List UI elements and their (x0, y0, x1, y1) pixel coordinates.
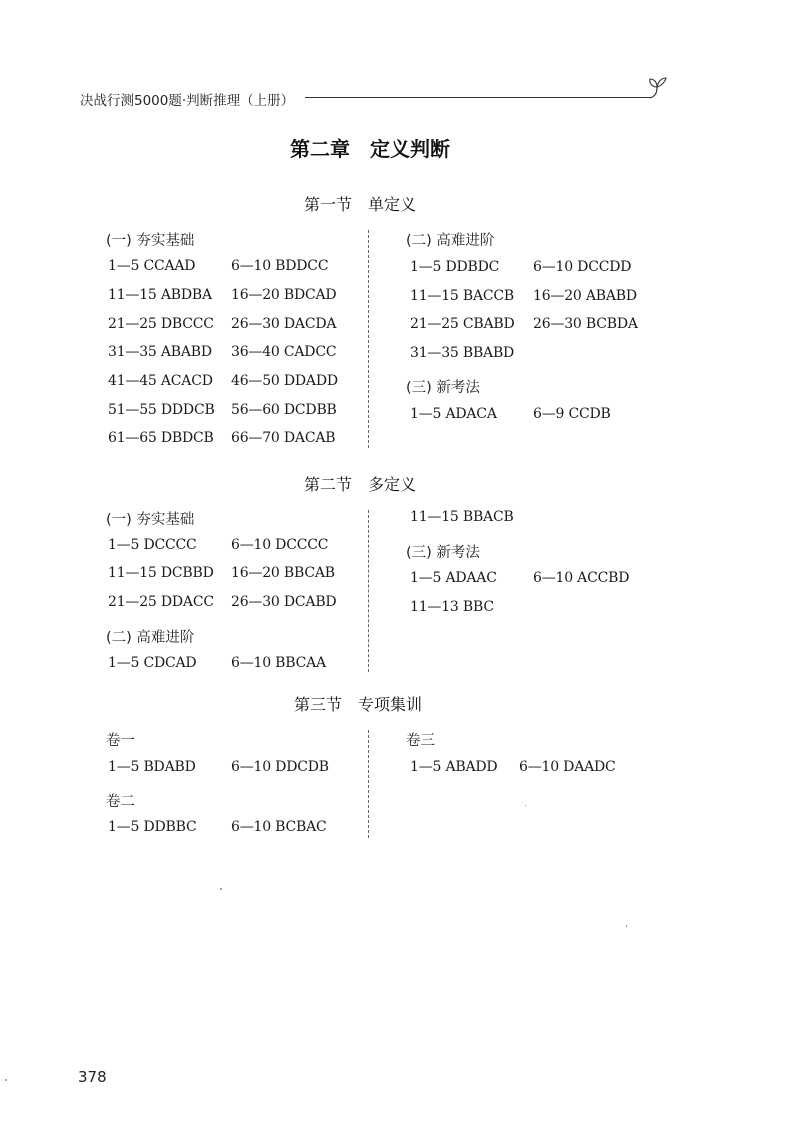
answer-group: 6—9 CCDB (533, 406, 611, 422)
answer-group: 6—10 DAADC (519, 759, 616, 775)
answer-group: 1—5 DDBDC (410, 259, 500, 275)
answer-group: 36—40 CADCC (231, 344, 337, 360)
scan-speck (626, 925, 627, 927)
answer-group: 1—5 CCAAD (108, 258, 196, 274)
answer-group: 6—10 DDCDB (231, 759, 329, 775)
column-divider (368, 230, 369, 448)
volume-label-2: 卷二 (106, 794, 135, 810)
answer-group: 41—45 ACACD (108, 373, 213, 389)
answer-group: 31—35 ABABD (108, 344, 212, 360)
answer-group: 16—20 BDCAD (231, 287, 337, 303)
subheading-advanced: (二) 高难进阶 (106, 630, 195, 646)
answer-group: 56—60 DCDBB (231, 402, 337, 418)
answer-group: 6—10 DCCDD (533, 259, 632, 275)
answer-group: 26—30 BCBDA (533, 316, 638, 332)
page-number: 378 (78, 1068, 107, 1086)
column-divider (368, 510, 369, 672)
answer-group: 11—15 ABDBA (108, 287, 212, 303)
answer-group: 46—50 DDADD (231, 373, 338, 389)
answer-group: 26—30 DCABD (231, 594, 337, 610)
answer-group: 1—5 DDBBC (108, 819, 197, 835)
answer-group: 6—10 DCCCC (231, 537, 329, 553)
sprout-icon (644, 74, 674, 104)
answer-group: 1—5 DCCCC (108, 537, 197, 553)
answer-group: 6—10 ACCBD (533, 570, 630, 586)
section-title-1: 第一节 单定义 (304, 195, 417, 214)
answer-group: 31—35 BBABD (410, 345, 515, 361)
subheading-basics: (一) 夯实基础 (106, 233, 195, 249)
running-header: 决战行测5000题·判断推理（上册） (80, 93, 295, 109)
header-rule (305, 97, 650, 98)
answer-group: 11—15 DCBBD (108, 565, 214, 581)
subheading-advanced: (二) 高难进阶 (406, 233, 495, 249)
section-title-3: 第三节 专项集训 (294, 695, 423, 714)
scan-speck (525, 805, 526, 806)
answer-group: 61—65 DBDCB (108, 430, 214, 446)
answer-group: 11—15 BACCB (410, 288, 514, 304)
subheading-basics: (一) 夯实基础 (106, 512, 195, 528)
subheading-new-methods: (三) 新考法 (406, 380, 480, 396)
answer-group: 11—13 BBC (410, 599, 494, 615)
answer-group: 16—20 ABABD (533, 288, 637, 304)
answer-group: 51—55 DDDCB (108, 402, 215, 418)
answer-group: 1—5 CDCAD (108, 655, 197, 671)
answer-group: 21—25 CBABD (410, 316, 515, 332)
answer-group: 21—25 DDACC (108, 594, 214, 610)
answer-group: 1—5 ABADD (410, 759, 498, 775)
section-title-2: 第二节 多定义 (304, 475, 417, 494)
scan-speck (5, 1079, 7, 1081)
answer-group: 11—15 BBACB (410, 509, 514, 525)
scan-speck (220, 888, 222, 890)
answer-group: 1—5 BDABD (108, 759, 196, 775)
answer-group: 21—25 DBCCC (108, 316, 214, 332)
answer-group: 16—20 BBCAB (231, 565, 335, 581)
answer-group: 6—10 BBCAA (231, 655, 326, 671)
column-divider (368, 730, 369, 838)
chapter-title: 第二章 定义判断 (290, 137, 450, 161)
answer-group: 1—5 ADACA (410, 406, 497, 422)
volume-label-3: 卷三 (406, 733, 435, 749)
answer-group: 6—10 BDDCC (231, 258, 329, 274)
answer-group: 1—5 ADAAC (410, 570, 497, 586)
answer-group: 6—10 BCBAC (231, 819, 327, 835)
subheading-new-methods: (三) 新考法 (406, 545, 480, 561)
volume-label-1: 卷一 (106, 733, 135, 749)
answer-group: 26—30 DACDA (231, 316, 337, 332)
answer-group: 66—70 DACAB (231, 430, 336, 446)
